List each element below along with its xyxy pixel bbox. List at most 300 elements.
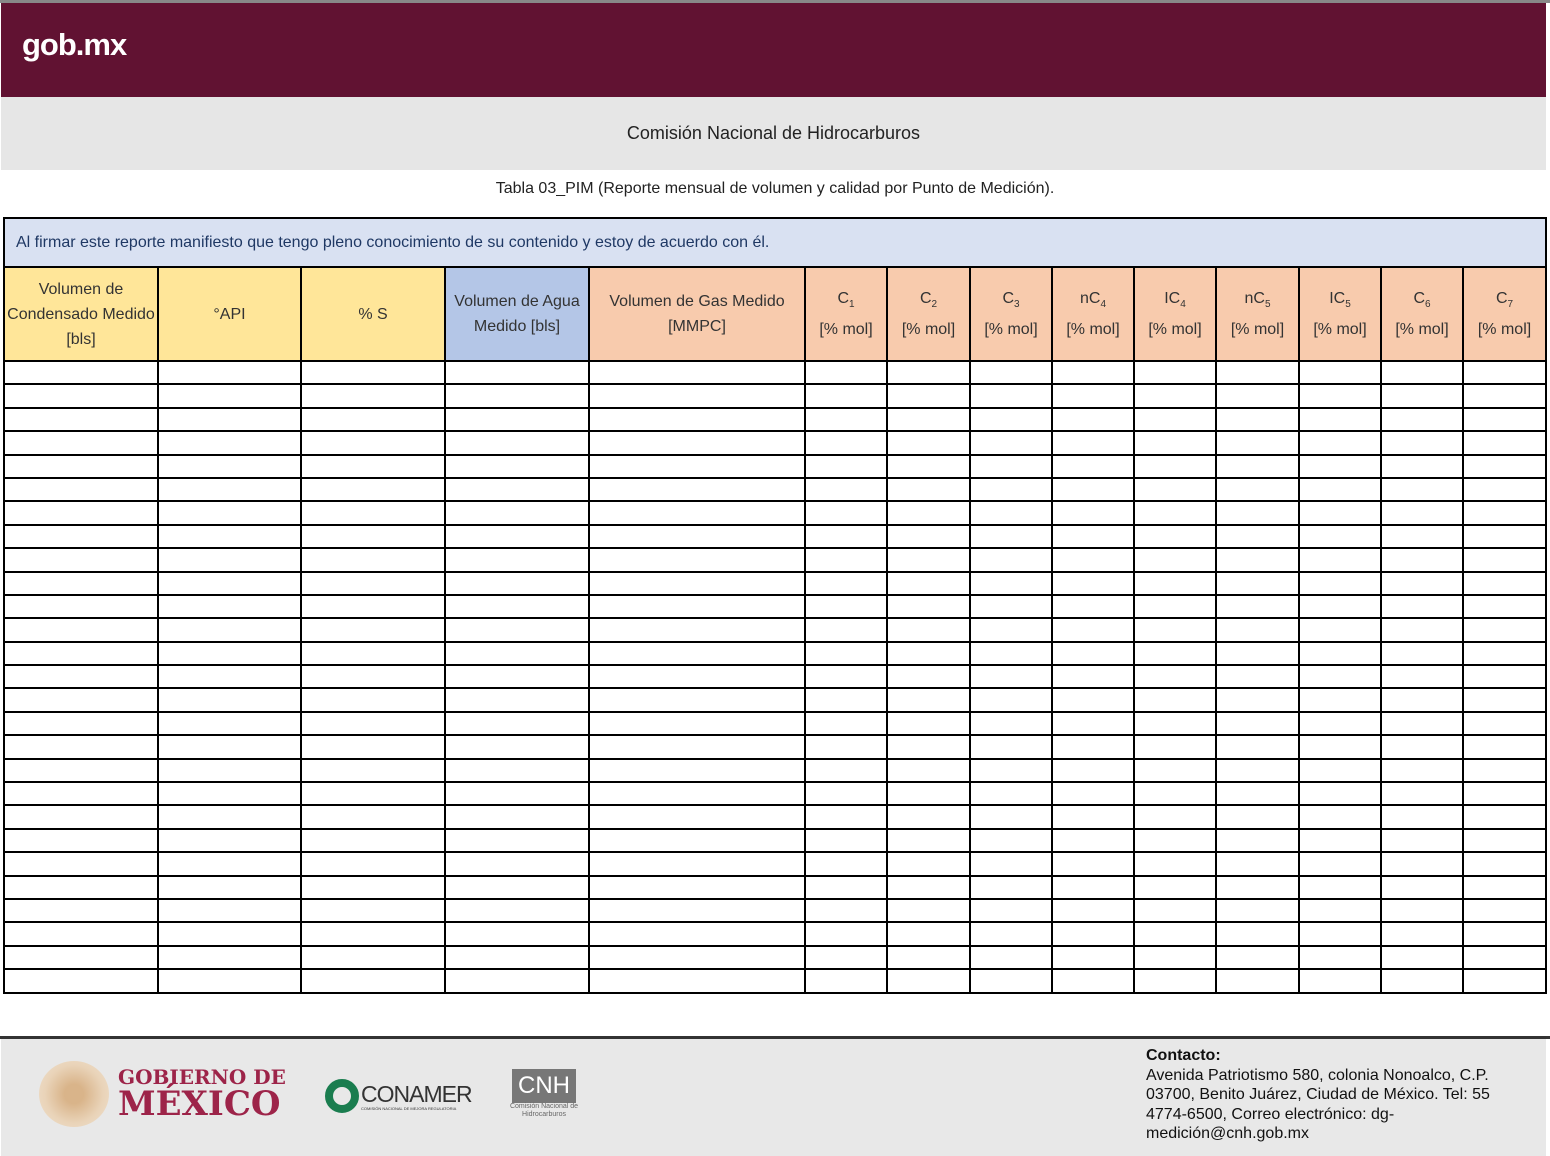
table-cell[interactable] bbox=[1052, 712, 1134, 735]
table-cell[interactable] bbox=[445, 572, 589, 595]
table-cell[interactable] bbox=[1381, 618, 1463, 641]
table-cell[interactable] bbox=[158, 922, 301, 945]
table-cell[interactable] bbox=[805, 572, 887, 595]
table-cell[interactable] bbox=[1381, 455, 1463, 478]
table-cell[interactable] bbox=[1052, 572, 1134, 595]
table-cell[interactable] bbox=[445, 408, 589, 431]
table-cell[interactable] bbox=[1463, 712, 1546, 735]
table-cell[interactable] bbox=[1381, 969, 1463, 992]
table-cell[interactable] bbox=[1381, 572, 1463, 595]
table-cell[interactable] bbox=[1216, 408, 1299, 431]
table-cell[interactable] bbox=[1381, 688, 1463, 711]
table-cell[interactable] bbox=[445, 922, 589, 945]
table-cell[interactable] bbox=[1299, 501, 1381, 524]
table-cell[interactable] bbox=[158, 876, 301, 899]
table-cell[interactable] bbox=[1216, 782, 1299, 805]
table-cell[interactable] bbox=[1216, 852, 1299, 875]
table-cell[interactable] bbox=[445, 829, 589, 852]
table-cell[interactable] bbox=[1463, 759, 1546, 782]
table-cell[interactable] bbox=[4, 478, 158, 501]
table-cell[interactable] bbox=[1381, 408, 1463, 431]
table-cell[interactable] bbox=[1381, 922, 1463, 945]
table-cell[interactable] bbox=[805, 829, 887, 852]
table-cell[interactable] bbox=[970, 782, 1052, 805]
table-cell[interactable] bbox=[887, 805, 970, 828]
table-cell[interactable] bbox=[1052, 384, 1134, 407]
table-cell[interactable] bbox=[805, 852, 887, 875]
table-cell[interactable] bbox=[970, 759, 1052, 782]
table-cell[interactable] bbox=[589, 642, 805, 665]
table-cell[interactable] bbox=[970, 876, 1052, 899]
table-cell[interactable] bbox=[4, 782, 158, 805]
gobmx-logo[interactable]: gob.mx bbox=[22, 27, 127, 62]
table-cell[interactable] bbox=[887, 431, 970, 454]
table-cell[interactable] bbox=[158, 969, 301, 992]
table-cell[interactable] bbox=[805, 969, 887, 992]
table-cell[interactable] bbox=[158, 712, 301, 735]
table-cell[interactable] bbox=[1052, 829, 1134, 852]
table-cell[interactable] bbox=[1463, 852, 1546, 875]
table-cell[interactable] bbox=[887, 618, 970, 641]
table-cell[interactable] bbox=[1381, 501, 1463, 524]
table-cell[interactable] bbox=[1463, 525, 1546, 548]
table-cell[interactable] bbox=[1381, 642, 1463, 665]
table-cell[interactable] bbox=[589, 782, 805, 805]
table-cell[interactable] bbox=[887, 946, 970, 969]
table-cell[interactable] bbox=[1463, 384, 1546, 407]
table-cell[interactable] bbox=[1134, 876, 1216, 899]
table-cell[interactable] bbox=[589, 969, 805, 992]
table-cell[interactable] bbox=[445, 525, 589, 548]
table-cell[interactable] bbox=[1134, 946, 1216, 969]
table-cell[interactable] bbox=[887, 899, 970, 922]
table-cell[interactable] bbox=[805, 501, 887, 524]
table-cell[interactable] bbox=[970, 431, 1052, 454]
table-cell[interactable] bbox=[1134, 899, 1216, 922]
table-cell[interactable] bbox=[887, 501, 970, 524]
table-cell[interactable] bbox=[301, 899, 445, 922]
table-cell[interactable] bbox=[1052, 759, 1134, 782]
table-cell[interactable] bbox=[1463, 829, 1546, 852]
table-cell[interactable] bbox=[805, 548, 887, 571]
table-cell[interactable] bbox=[4, 876, 158, 899]
table-cell[interactable] bbox=[158, 501, 301, 524]
table-cell[interactable] bbox=[1134, 478, 1216, 501]
table-cell[interactable] bbox=[887, 782, 970, 805]
table-cell[interactable] bbox=[1052, 899, 1134, 922]
table-cell[interactable] bbox=[1052, 618, 1134, 641]
table-cell[interactable] bbox=[970, 665, 1052, 688]
table-cell[interactable] bbox=[1381, 431, 1463, 454]
table-cell[interactable] bbox=[1463, 455, 1546, 478]
table-cell[interactable] bbox=[1216, 735, 1299, 758]
table-cell[interactable] bbox=[1216, 572, 1299, 595]
table-cell[interactable] bbox=[887, 595, 970, 618]
table-cell[interactable] bbox=[158, 852, 301, 875]
table-cell[interactable] bbox=[589, 946, 805, 969]
table-cell[interactable] bbox=[158, 946, 301, 969]
table-cell[interactable] bbox=[970, 712, 1052, 735]
table-cell[interactable] bbox=[1299, 618, 1381, 641]
table-cell[interactable] bbox=[1216, 665, 1299, 688]
table-cell[interactable] bbox=[1463, 899, 1546, 922]
table-cell[interactable] bbox=[970, 384, 1052, 407]
table-cell[interactable] bbox=[1134, 829, 1216, 852]
table-cell[interactable] bbox=[970, 595, 1052, 618]
table-cell[interactable] bbox=[1381, 782, 1463, 805]
table-cell[interactable] bbox=[1299, 688, 1381, 711]
table-cell[interactable] bbox=[1299, 829, 1381, 852]
table-cell[interactable] bbox=[1299, 455, 1381, 478]
table-cell[interactable] bbox=[887, 478, 970, 501]
table-cell[interactable] bbox=[1299, 525, 1381, 548]
table-cell[interactable] bbox=[1381, 595, 1463, 618]
table-cell[interactable] bbox=[589, 548, 805, 571]
table-cell[interactable] bbox=[1299, 572, 1381, 595]
table-cell[interactable] bbox=[1134, 782, 1216, 805]
table-cell[interactable] bbox=[1381, 829, 1463, 852]
table-cell[interactable] bbox=[589, 455, 805, 478]
table-cell[interactable] bbox=[1463, 946, 1546, 969]
table-cell[interactable] bbox=[1299, 852, 1381, 875]
table-cell[interactable] bbox=[301, 478, 445, 501]
table-cell[interactable] bbox=[1216, 431, 1299, 454]
table-cell[interactable] bbox=[887, 876, 970, 899]
table-cell[interactable] bbox=[4, 712, 158, 735]
table-cell[interactable] bbox=[1299, 384, 1381, 407]
table-cell[interactable] bbox=[970, 455, 1052, 478]
table-cell[interactable] bbox=[301, 688, 445, 711]
table-cell[interactable] bbox=[1463, 572, 1546, 595]
table-cell[interactable] bbox=[158, 525, 301, 548]
table-cell[interactable] bbox=[589, 665, 805, 688]
table-cell[interactable] bbox=[1134, 408, 1216, 431]
table-cell[interactable] bbox=[589, 618, 805, 641]
table-cell[interactable] bbox=[970, 805, 1052, 828]
table-cell[interactable] bbox=[158, 805, 301, 828]
table-cell[interactable] bbox=[445, 595, 589, 618]
table-cell[interactable] bbox=[589, 572, 805, 595]
table-cell[interactable] bbox=[1134, 712, 1216, 735]
table-cell[interactable] bbox=[970, 829, 1052, 852]
table-cell[interactable] bbox=[1463, 408, 1546, 431]
table-cell[interactable] bbox=[4, 946, 158, 969]
table-cell[interactable] bbox=[445, 665, 589, 688]
table-cell[interactable] bbox=[301, 618, 445, 641]
table-cell[interactable] bbox=[301, 829, 445, 852]
table-cell[interactable] bbox=[887, 969, 970, 992]
table-cell[interactable] bbox=[805, 922, 887, 945]
table-cell[interactable] bbox=[887, 525, 970, 548]
table-cell[interactable] bbox=[445, 431, 589, 454]
table-cell[interactable] bbox=[1463, 665, 1546, 688]
table-cell[interactable] bbox=[805, 688, 887, 711]
table-cell[interactable] bbox=[158, 548, 301, 571]
table-cell[interactable] bbox=[887, 735, 970, 758]
table-cell[interactable] bbox=[4, 969, 158, 992]
table-cell[interactable] bbox=[445, 876, 589, 899]
table-cell[interactable] bbox=[887, 408, 970, 431]
table-cell[interactable] bbox=[1052, 805, 1134, 828]
table-cell[interactable] bbox=[1299, 946, 1381, 969]
table-cell[interactable] bbox=[970, 899, 1052, 922]
table-cell[interactable] bbox=[805, 712, 887, 735]
table-cell[interactable] bbox=[970, 969, 1052, 992]
table-cell[interactable] bbox=[445, 969, 589, 992]
table-cell[interactable] bbox=[589, 361, 805, 384]
table-cell[interactable] bbox=[1216, 969, 1299, 992]
table-cell[interactable] bbox=[1463, 876, 1546, 899]
table-cell[interactable] bbox=[1381, 735, 1463, 758]
table-cell[interactable] bbox=[158, 361, 301, 384]
table-cell[interactable] bbox=[589, 899, 805, 922]
table-cell[interactable] bbox=[589, 805, 805, 828]
table-cell[interactable] bbox=[1381, 384, 1463, 407]
table-cell[interactable] bbox=[970, 618, 1052, 641]
table-cell[interactable] bbox=[4, 431, 158, 454]
table-cell[interactable] bbox=[445, 478, 589, 501]
table-cell[interactable] bbox=[1216, 899, 1299, 922]
table-cell[interactable] bbox=[1299, 408, 1381, 431]
table-cell[interactable] bbox=[4, 572, 158, 595]
table-cell[interactable] bbox=[1052, 548, 1134, 571]
table-cell[interactable] bbox=[1134, 642, 1216, 665]
table-cell[interactable] bbox=[1463, 618, 1546, 641]
table-cell[interactable] bbox=[887, 361, 970, 384]
table-cell[interactable] bbox=[1134, 665, 1216, 688]
table-cell[interactable] bbox=[301, 408, 445, 431]
table-cell[interactable] bbox=[1299, 665, 1381, 688]
table-cell[interactable] bbox=[805, 595, 887, 618]
table-cell[interactable] bbox=[445, 618, 589, 641]
table-cell[interactable] bbox=[970, 408, 1052, 431]
table-cell[interactable] bbox=[589, 688, 805, 711]
table-cell[interactable] bbox=[1216, 712, 1299, 735]
table-cell[interactable] bbox=[970, 361, 1052, 384]
table-cell[interactable] bbox=[970, 478, 1052, 501]
table-cell[interactable] bbox=[301, 548, 445, 571]
table-cell[interactable] bbox=[1463, 805, 1546, 828]
table-cell[interactable] bbox=[970, 572, 1052, 595]
table-cell[interactable] bbox=[887, 548, 970, 571]
table-cell[interactable] bbox=[1134, 735, 1216, 758]
table-cell[interactable] bbox=[445, 782, 589, 805]
table-cell[interactable] bbox=[1299, 712, 1381, 735]
table-cell[interactable] bbox=[301, 782, 445, 805]
table-cell[interactable] bbox=[887, 384, 970, 407]
table-cell[interactable] bbox=[4, 548, 158, 571]
table-cell[interactable] bbox=[1134, 805, 1216, 828]
table-cell[interactable] bbox=[1052, 946, 1134, 969]
table-cell[interactable] bbox=[1134, 384, 1216, 407]
table-cell[interactable] bbox=[158, 665, 301, 688]
table-cell[interactable] bbox=[887, 688, 970, 711]
table-cell[interactable] bbox=[1216, 384, 1299, 407]
table-cell[interactable] bbox=[1134, 361, 1216, 384]
table-cell[interactable] bbox=[1052, 688, 1134, 711]
table-cell[interactable] bbox=[301, 525, 445, 548]
table-cell[interactable] bbox=[805, 408, 887, 431]
table-cell[interactable] bbox=[1463, 595, 1546, 618]
table-cell[interactable] bbox=[1216, 759, 1299, 782]
table-cell[interactable] bbox=[970, 946, 1052, 969]
table-cell[interactable] bbox=[1134, 922, 1216, 945]
table-cell[interactable] bbox=[805, 431, 887, 454]
table-cell[interactable] bbox=[1216, 455, 1299, 478]
table-cell[interactable] bbox=[970, 525, 1052, 548]
table-cell[interactable] bbox=[1381, 876, 1463, 899]
table-cell[interactable] bbox=[1381, 665, 1463, 688]
table-cell[interactable] bbox=[1052, 431, 1134, 454]
table-cell[interactable] bbox=[589, 431, 805, 454]
table-cell[interactable] bbox=[1463, 735, 1546, 758]
table-cell[interactable] bbox=[970, 852, 1052, 875]
table-cell[interactable] bbox=[1216, 946, 1299, 969]
table-cell[interactable] bbox=[1299, 642, 1381, 665]
table-cell[interactable] bbox=[1052, 501, 1134, 524]
table-cell[interactable] bbox=[1216, 922, 1299, 945]
table-cell[interactable] bbox=[1134, 618, 1216, 641]
table-cell[interactable] bbox=[1134, 525, 1216, 548]
table-cell[interactable] bbox=[301, 384, 445, 407]
table-cell[interactable] bbox=[158, 899, 301, 922]
table-cell[interactable] bbox=[805, 525, 887, 548]
table-cell[interactable] bbox=[805, 805, 887, 828]
table-cell[interactable] bbox=[4, 852, 158, 875]
table-cell[interactable] bbox=[4, 759, 158, 782]
table-cell[interactable] bbox=[1134, 501, 1216, 524]
table-cell[interactable] bbox=[158, 478, 301, 501]
table-cell[interactable] bbox=[1299, 431, 1381, 454]
table-cell[interactable] bbox=[805, 361, 887, 384]
table-cell[interactable] bbox=[589, 922, 805, 945]
table-cell[interactable] bbox=[970, 548, 1052, 571]
table-cell[interactable] bbox=[589, 759, 805, 782]
table-cell[interactable] bbox=[158, 408, 301, 431]
table-cell[interactable] bbox=[301, 642, 445, 665]
table-cell[interactable] bbox=[158, 431, 301, 454]
table-cell[interactable] bbox=[301, 431, 445, 454]
table-cell[interactable] bbox=[1463, 361, 1546, 384]
table-cell[interactable] bbox=[589, 876, 805, 899]
table-cell[interactable] bbox=[1463, 688, 1546, 711]
table-cell[interactable] bbox=[1381, 525, 1463, 548]
table-cell[interactable] bbox=[805, 946, 887, 969]
table-cell[interactable] bbox=[1134, 969, 1216, 992]
table-cell[interactable] bbox=[158, 595, 301, 618]
table-cell[interactable] bbox=[1134, 595, 1216, 618]
table-cell[interactable] bbox=[1216, 361, 1299, 384]
table-cell[interactable] bbox=[1299, 595, 1381, 618]
table-cell[interactable] bbox=[1381, 361, 1463, 384]
table-cell[interactable] bbox=[301, 572, 445, 595]
table-cell[interactable] bbox=[4, 829, 158, 852]
table-cell[interactable] bbox=[1134, 455, 1216, 478]
table-cell[interactable] bbox=[970, 735, 1052, 758]
table-cell[interactable] bbox=[1463, 478, 1546, 501]
table-cell[interactable] bbox=[805, 876, 887, 899]
table-cell[interactable] bbox=[1052, 361, 1134, 384]
table-cell[interactable] bbox=[445, 712, 589, 735]
table-cell[interactable] bbox=[1052, 782, 1134, 805]
table-cell[interactable] bbox=[1463, 431, 1546, 454]
table-cell[interactable] bbox=[887, 922, 970, 945]
table-cell[interactable] bbox=[1052, 852, 1134, 875]
table-cell[interactable] bbox=[887, 712, 970, 735]
table-cell[interactable] bbox=[1299, 735, 1381, 758]
table-cell[interactable] bbox=[1134, 572, 1216, 595]
table-cell[interactable] bbox=[4, 361, 158, 384]
table-cell[interactable] bbox=[158, 642, 301, 665]
table-cell[interactable] bbox=[445, 455, 589, 478]
table-cell[interactable] bbox=[1381, 852, 1463, 875]
table-cell[interactable] bbox=[1299, 478, 1381, 501]
table-cell[interactable] bbox=[1463, 548, 1546, 571]
table-cell[interactable] bbox=[589, 595, 805, 618]
table-cell[interactable] bbox=[805, 642, 887, 665]
table-cell[interactable] bbox=[1134, 431, 1216, 454]
table-cell[interactable] bbox=[589, 384, 805, 407]
table-cell[interactable] bbox=[158, 782, 301, 805]
table-cell[interactable] bbox=[301, 501, 445, 524]
table-cell[interactable] bbox=[1216, 876, 1299, 899]
table-cell[interactable] bbox=[887, 759, 970, 782]
table-cell[interactable] bbox=[1216, 642, 1299, 665]
table-cell[interactable] bbox=[805, 735, 887, 758]
table-cell[interactable] bbox=[301, 595, 445, 618]
table-cell[interactable] bbox=[1299, 759, 1381, 782]
table-cell[interactable] bbox=[4, 688, 158, 711]
table-cell[interactable] bbox=[805, 759, 887, 782]
table-cell[interactable] bbox=[1052, 455, 1134, 478]
table-cell[interactable] bbox=[4, 384, 158, 407]
table-cell[interactable] bbox=[445, 805, 589, 828]
table-cell[interactable] bbox=[805, 384, 887, 407]
table-cell[interactable] bbox=[887, 665, 970, 688]
table-cell[interactable] bbox=[1299, 969, 1381, 992]
table-cell[interactable] bbox=[1381, 805, 1463, 828]
table-cell[interactable] bbox=[445, 548, 589, 571]
table-cell[interactable] bbox=[805, 665, 887, 688]
table-cell[interactable] bbox=[1052, 665, 1134, 688]
table-cell[interactable] bbox=[887, 852, 970, 875]
table-cell[interactable] bbox=[4, 595, 158, 618]
table-cell[interactable] bbox=[158, 735, 301, 758]
table-cell[interactable] bbox=[1052, 876, 1134, 899]
table-cell[interactable] bbox=[1052, 969, 1134, 992]
table-cell[interactable] bbox=[445, 642, 589, 665]
table-cell[interactable] bbox=[301, 922, 445, 945]
table-cell[interactable] bbox=[970, 922, 1052, 945]
table-cell[interactable] bbox=[1381, 712, 1463, 735]
table-cell[interactable] bbox=[589, 525, 805, 548]
table-cell[interactable] bbox=[1381, 548, 1463, 571]
table-cell[interactable] bbox=[1052, 478, 1134, 501]
table-cell[interactable] bbox=[1299, 876, 1381, 899]
table-cell[interactable] bbox=[4, 899, 158, 922]
table-cell[interactable] bbox=[589, 852, 805, 875]
table-cell[interactable] bbox=[4, 501, 158, 524]
table-cell[interactable] bbox=[4, 665, 158, 688]
table-cell[interactable] bbox=[158, 829, 301, 852]
table-cell[interactable] bbox=[301, 946, 445, 969]
table-cell[interactable] bbox=[1134, 852, 1216, 875]
table-cell[interactable] bbox=[1134, 688, 1216, 711]
table-cell[interactable] bbox=[1216, 829, 1299, 852]
table-cell[interactable] bbox=[589, 712, 805, 735]
table-cell[interactable] bbox=[1052, 525, 1134, 548]
table-cell[interactable] bbox=[1216, 688, 1299, 711]
